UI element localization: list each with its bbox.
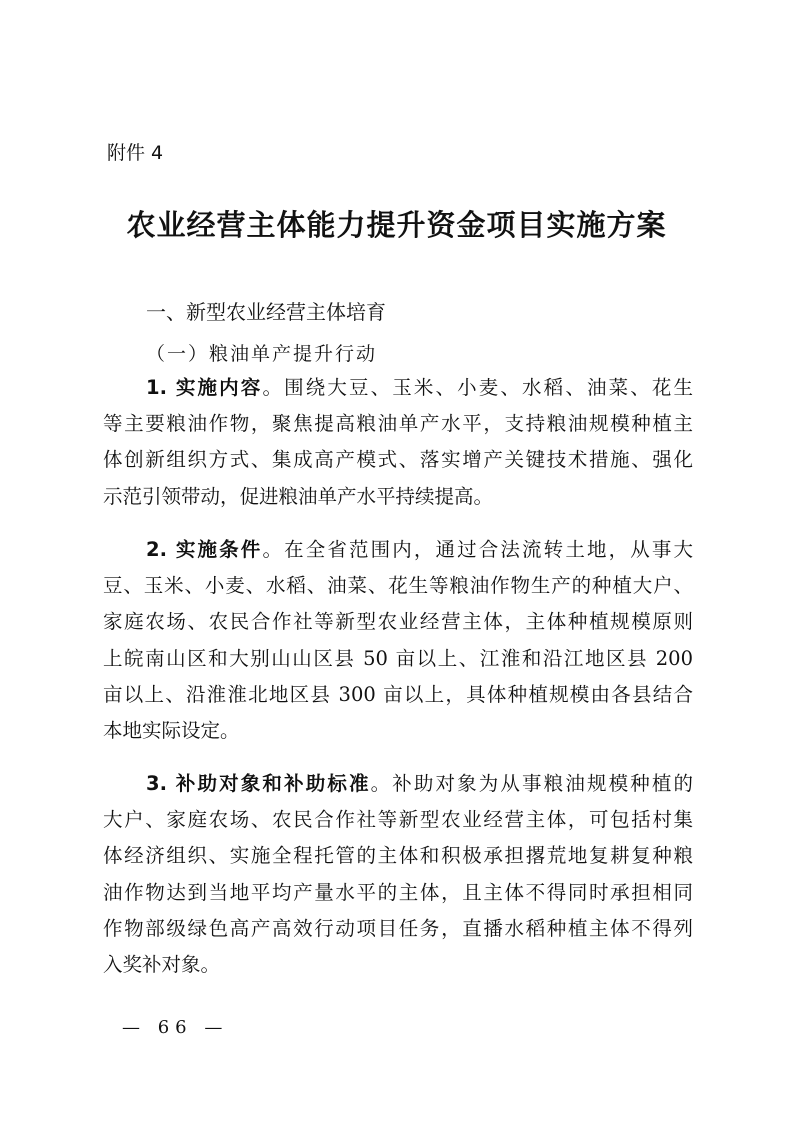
paragraph-line: 亩以上、沿淮淮北地区县 300 亩以上，具体种植规模由各县结合 (103, 682, 693, 706)
item-subsidy-target-and-standard (103, 766, 693, 983)
paragraph-line: 本地实际设定。 (103, 719, 240, 743)
paragraph-line: 体经济组织、实施全程托管的主体和积极承担撂荒地复耕复种粮 (103, 844, 693, 868)
paragraph-line: 作物部级绿色高产高效行动项目任务，直播水稻种植主体不得列 (103, 916, 693, 940)
paragraph-line: 体创新组织方式、集成高产模式、落实增产关键技术措施、强化 (103, 448, 693, 472)
paragraph-line: 1. 实施内容。围绕大豆、玉米、小麦、水稻、油菜、花生 (146, 376, 693, 399)
paragraph-line: 示范引领带动，促进粮油单产水平持续提高。 (103, 484, 494, 508)
paragraph-line: 入奖补对象。 (103, 953, 221, 977)
section-heading: 一、新型农业经营主体培育 (146, 300, 386, 324)
paragraph-line: 油作物达到当地平均产量水平的主体，且主体不得同时承担相同 (103, 880, 693, 904)
paragraph-line: 2. 实施条件。在全省范围内，通过合法流转土地，从事大 (146, 538, 693, 561)
item-lead: 1. 实施内容 (146, 376, 263, 399)
subsection-heading: （一）粮油单产提升行动 (146, 343, 378, 365)
document-title: 农业经营主体能力提升资金项目实施方案 (126, 208, 667, 242)
paragraph-line: 大户、家庭农场、农民合作社等新型农业经营主体，可包括村集 (103, 808, 693, 832)
attachment-label: 附件 4 (107, 142, 164, 164)
paragraph-line: 豆、玉米、小麦、水稻、油菜、花生等粮油作物生产的种植大户、 (103, 574, 693, 598)
paragraph-line: 等主要粮油作物，聚焦提高粮油单产水平，支持粮油规模种植主 (103, 412, 693, 436)
item-implementation-conditions (103, 532, 693, 749)
paragraph-line: 上皖南山区和大别山山区县 50 亩以上、江淮和沿江地区县 200 (103, 646, 693, 670)
paragraph-line: 家庭农场、农民合作社等新型农业经营主体，主体种植规模原则 (103, 610, 693, 634)
page-number: — 66 — (122, 1017, 229, 1038)
paragraph-line: 3. 补助对象和补助标准。补助对象为从事粮油规模种植的 (146, 772, 693, 795)
item-lead: 3. 补助对象和补助标准 (146, 772, 371, 795)
item-lead: 2. 实施条件 (146, 538, 263, 561)
item-implementation-content (103, 370, 693, 515)
